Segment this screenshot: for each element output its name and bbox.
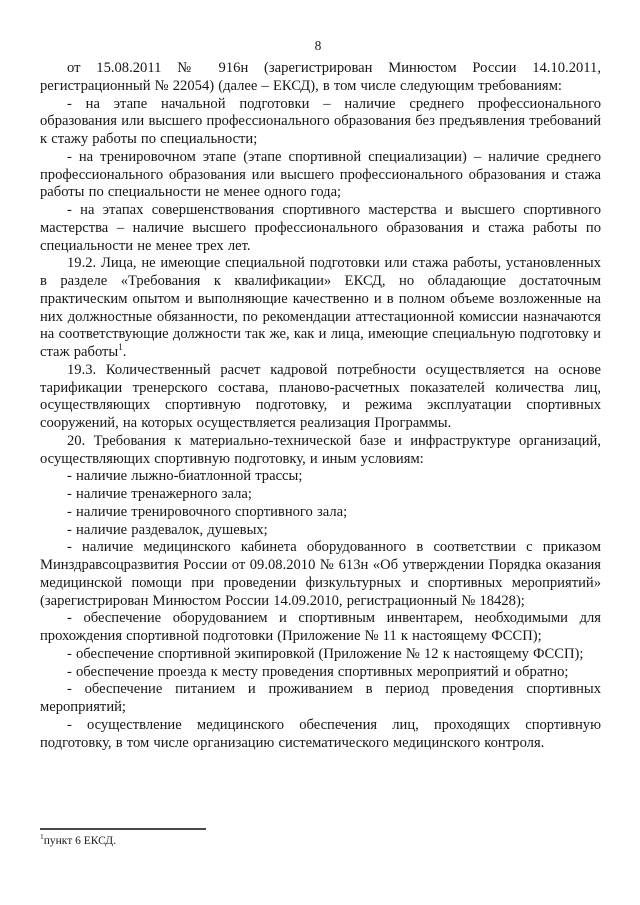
paragraph: - обеспечение оборудованием и спортивным инвентарем, необходимыми для прохождения спортивной подготовки (Приложение № 11 к настоящему ФССП);: [40, 610, 601, 644]
paragraph: 19.2. Лица, не имеющие специальной подготовки или стажа работы, установленных в разделе «Требования к квалификации» ЕКСД, но обладающие достаточным практическим опытом и выполняющие качественно и в полном объеме возложенные на них должностные обязанности, по рекомендации аттестационной комиссии назначаются на соответствующие должности так же, как и лица, имеющие специальную подготовку и стаж работы$^1$.: [40, 255, 601, 360]
footnote-text: [40, 834, 601, 848]
paragraph: - наличие раздевалок, душевых;: [67, 521, 268, 538]
paragraph: - на этапе начальной подготовки – наличие среднего профессионального образования или высшего профессионального образования без предъявления требований к стажу работы по специальности;: [40, 95, 601, 147]
document-body: [40, 60, 601, 752]
paragraph: - на этапах совершенствования спортивного мастерства и высшего спортивного мастерства – наличие высшего профессионального образования и стажа работы по специальности не менее трех лет.: [40, 202, 601, 254]
paragraph: - наличие тренажерного зала;: [67, 486, 252, 502]
paragraph: - обеспечение спортивной экипировкой (Приложение № 12 к настоящему ФССП);: [67, 645, 584, 662]
footnote-divider: [40, 828, 206, 830]
paragraph: - наличие медицинского кабинета оборудованного в соответствии с приказом Минздравсоцразвития России от 09.08.2010 № 613н «Об утверждении Порядка оказания медицинской помощи при проведении физкультурных и спортивных мероприятий» (зарегистрирован Минюстом России 14.09.2010, регистрационный № 18428);: [40, 539, 601, 609]
paragraph: - обеспечение проезда к месту проведения спортивных мероприятий и обратно;: [67, 663, 569, 680]
paragraph: - на тренировочном этапе (этапе спортивной специализации) – наличие среднего профессионального образования или высшего профессионального образования и стажа работы по специальности не менее одного года;: [40, 148, 601, 201]
footnote-reference: 1: [118, 342, 123, 353]
paragraph: 20. Требования к материально-технической базе и инфраструктуре организаций, осуществляющих спортивную подготовку, и иным условиям:: [40, 432, 601, 467]
footnote-label: пункт 6 ЕКСД.: [43, 835, 116, 847]
paragraph: от 15.08.2011 № 916н (зарегистрирован Минюстом России 14.10.2011, регистрационный № 22054) (далее – ЕКСД), в том числе следующим требованиям:: [40, 60, 601, 94]
footnote-marker: 1: [40, 832, 44, 842]
paragraph: - обеспечение питанием и проживанием в период проведения спортивных мероприятий;: [40, 681, 601, 715]
paragraph: 19.3. Количественный расчет кадровой потребности осуществляется на основе тарификации тренерского состава, планово-расчетных показателей количества лиц, осуществляющих спортивную подготовку, и режима эксплуатации спортивных сооружений, на которых осуществляется реализация Программы.: [40, 361, 601, 431]
footnote-block: [40, 828, 601, 848]
paragraph: - наличие тренировочного спортивного зала;: [67, 503, 348, 520]
paragraph: - осуществление медицинского обеспечения лиц, проходящих спортивную подготовку, в том числе организацию систематического медицинского контроля.: [40, 716, 601, 751]
paragraph: - наличие лыжно-биатлонной трассы;: [67, 468, 303, 485]
page-number: 8: [314, 38, 322, 53]
